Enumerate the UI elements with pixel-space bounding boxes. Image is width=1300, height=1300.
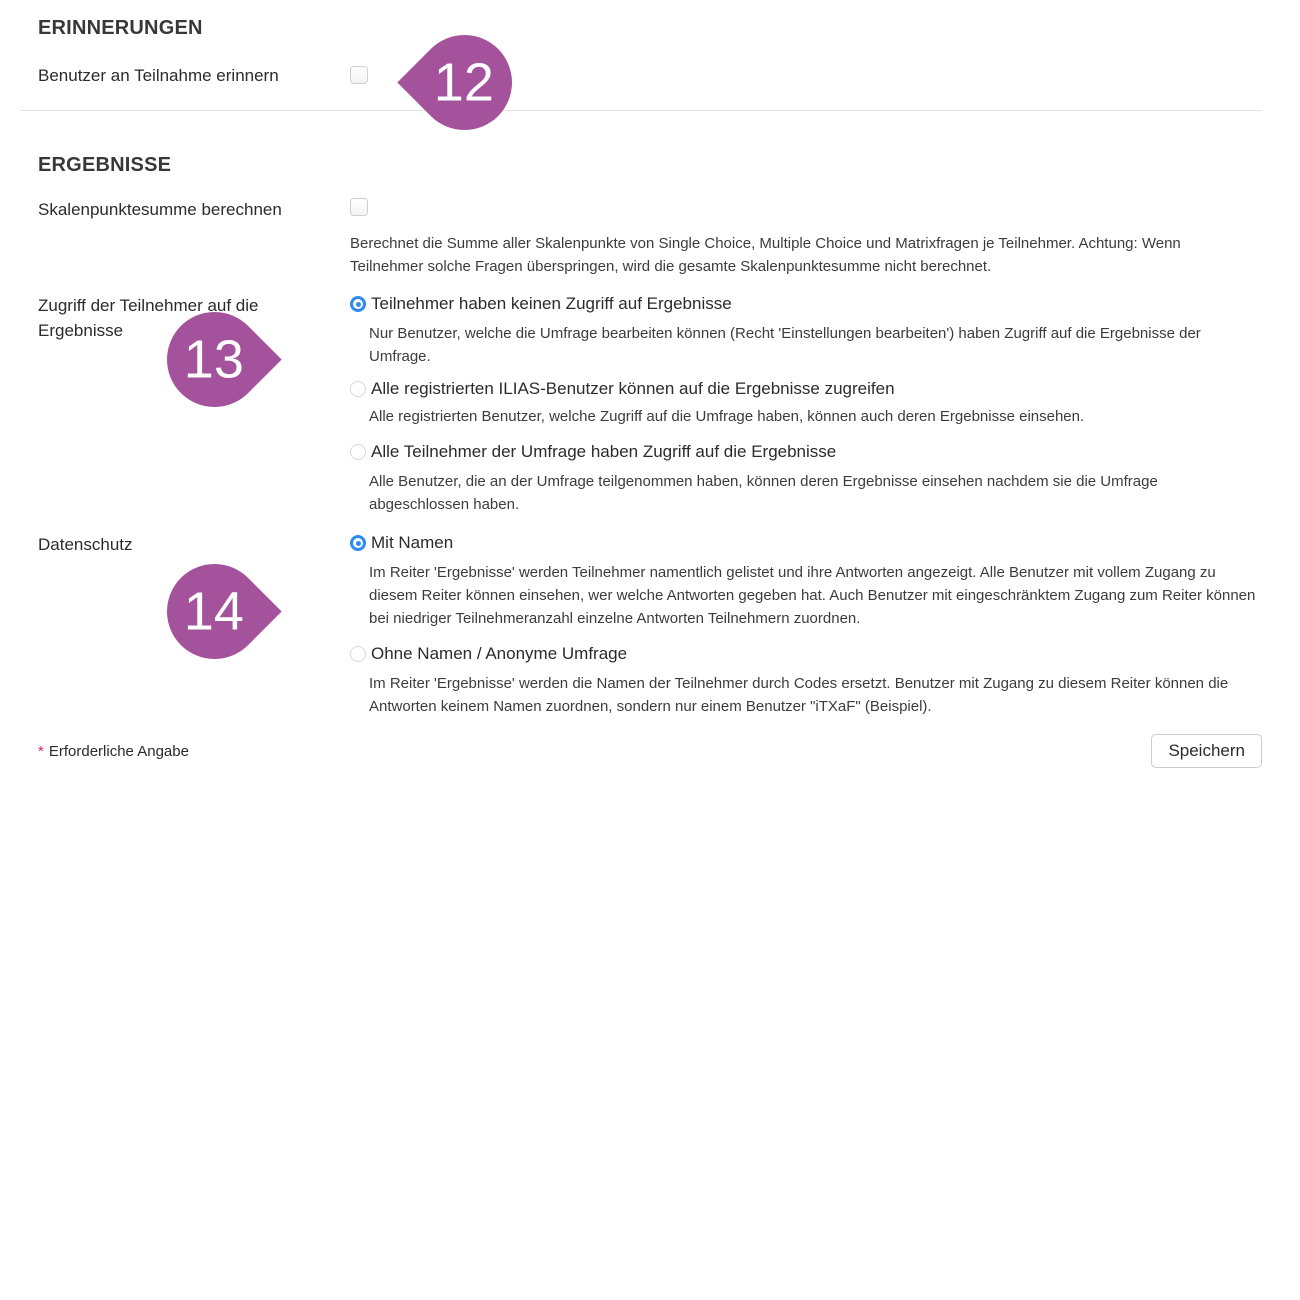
access-option-3-label[interactable]: Alle Teilnehmer der Umfrage haben Zugriff auf die Ergebnisse xyxy=(371,442,837,461)
required-asterisk: * xyxy=(38,742,44,760)
scale-sum-description: Berechnet die Summe aller Skalenpunkte von Single Choice, Multiple Choice und Matrixfragen je Teilnehmer. Achtung: Wenn Teilnehmer solche Fragen überspringen, wird die gesamte Skalenpunktesumme nicht berechnet. xyxy=(350,235,1181,275)
access-option-3-radio[interactable] xyxy=(350,444,366,460)
required-note xyxy=(38,743,189,760)
access-radio-group xyxy=(350,293,1262,516)
remind-label: Benutzer an Teilnahme erinnern xyxy=(38,66,279,85)
form-footer xyxy=(38,734,1262,768)
access-option-2-label[interactable]: Alle registrierten ILIAS-Benutzer können auf die Ergebnisse zugreifen xyxy=(371,379,895,398)
scale-sum-checkbox[interactable] xyxy=(350,198,368,216)
annotation-marker-12-number: 12 xyxy=(434,52,495,113)
privacy-option-1 xyxy=(350,532,1262,554)
section-title-reminders: ERINNERUNGEN xyxy=(38,17,203,39)
required-note-text: Erforderliche Angabe xyxy=(48,742,189,760)
access-option-2-description: Alle registrierten Benutzer, welche Zugriff auf die Umfrage haben, können auch deren Ergebnisse einsehen. xyxy=(369,408,1085,425)
annotation-marker-13-number: 13 xyxy=(184,329,245,390)
access-option-3-description: Alle Benutzer, die an der Umfrage teilgenommen haben, können deren Ergebnisse einsehen nachdem sie die Umfrage abgeschlossen haben. xyxy=(369,473,1158,513)
privacy-label: Datenschutz xyxy=(38,535,133,554)
privacy-option-2-radio[interactable] xyxy=(350,646,366,662)
access-label: Zugriff der Teilnehmer auf die Ergebnisse xyxy=(38,296,259,340)
section-divider xyxy=(20,110,1262,111)
access-option-3 xyxy=(350,441,1262,463)
access-option-2 xyxy=(350,378,1262,400)
access-option-1 xyxy=(350,293,1262,315)
privacy-option-1-label[interactable]: Mit Namen xyxy=(371,533,454,552)
privacy-radio-group xyxy=(350,532,1262,718)
access-option-1-label[interactable]: Teilnehmer haben keinen Zugriff auf Ergebnisse xyxy=(371,294,732,313)
access-option-1-radio[interactable] xyxy=(350,296,366,312)
remind-checkbox[interactable] xyxy=(350,66,368,84)
form-row-remind xyxy=(38,63,1262,89)
privacy-option-1-description: Im Reiter 'Ergebnisse' werden Teilnehmer namentlich gelistet und ihre Antworten angezeigt. Alle Benutzer mit vollem Zugang zu diesem Reiter können einsehen, wer welche Antworten gegeben hat. Auch Benutzer mit eingeschränktem Zugang zum Reiter können bei niedriger Teilnehmeranzahl einzelne Antworten Teilnehmern zuordnen. xyxy=(369,564,1256,627)
privacy-option-1-radio[interactable] xyxy=(350,535,366,551)
access-option-1-description: Nur Benutzer, welche die Umfrage bearbeiten können (Recht 'Einstellungen bearbeiten') haben Zugriff auf die Ergebnisse der Umfrage. xyxy=(369,325,1201,365)
privacy-option-2-label[interactable]: Ohne Namen / Anonyme Umfrage xyxy=(371,644,628,663)
privacy-option-2-description: Im Reiter 'Ergebnisse' werden die Namen der Teilnehmer durch Codes ersetzt. Benutzer mit Zugang zu diesem Reiter können die Antworten keinem Namen zuordnen, sondern nur einem Benutzer "iTXaF" (Beispiel). xyxy=(369,675,1229,715)
annotation-marker-14-number: 14 xyxy=(184,581,245,642)
save-button[interactable]: Speichern xyxy=(1151,734,1262,768)
access-option-2-radio[interactable] xyxy=(350,381,366,397)
form-row-scale-sum xyxy=(38,197,1262,278)
privacy-option-2 xyxy=(350,643,1262,665)
section-title-results: ERGEBNISSE xyxy=(38,154,172,176)
scale-sum-label: Skalenpunktesumme berechnen xyxy=(38,200,282,219)
